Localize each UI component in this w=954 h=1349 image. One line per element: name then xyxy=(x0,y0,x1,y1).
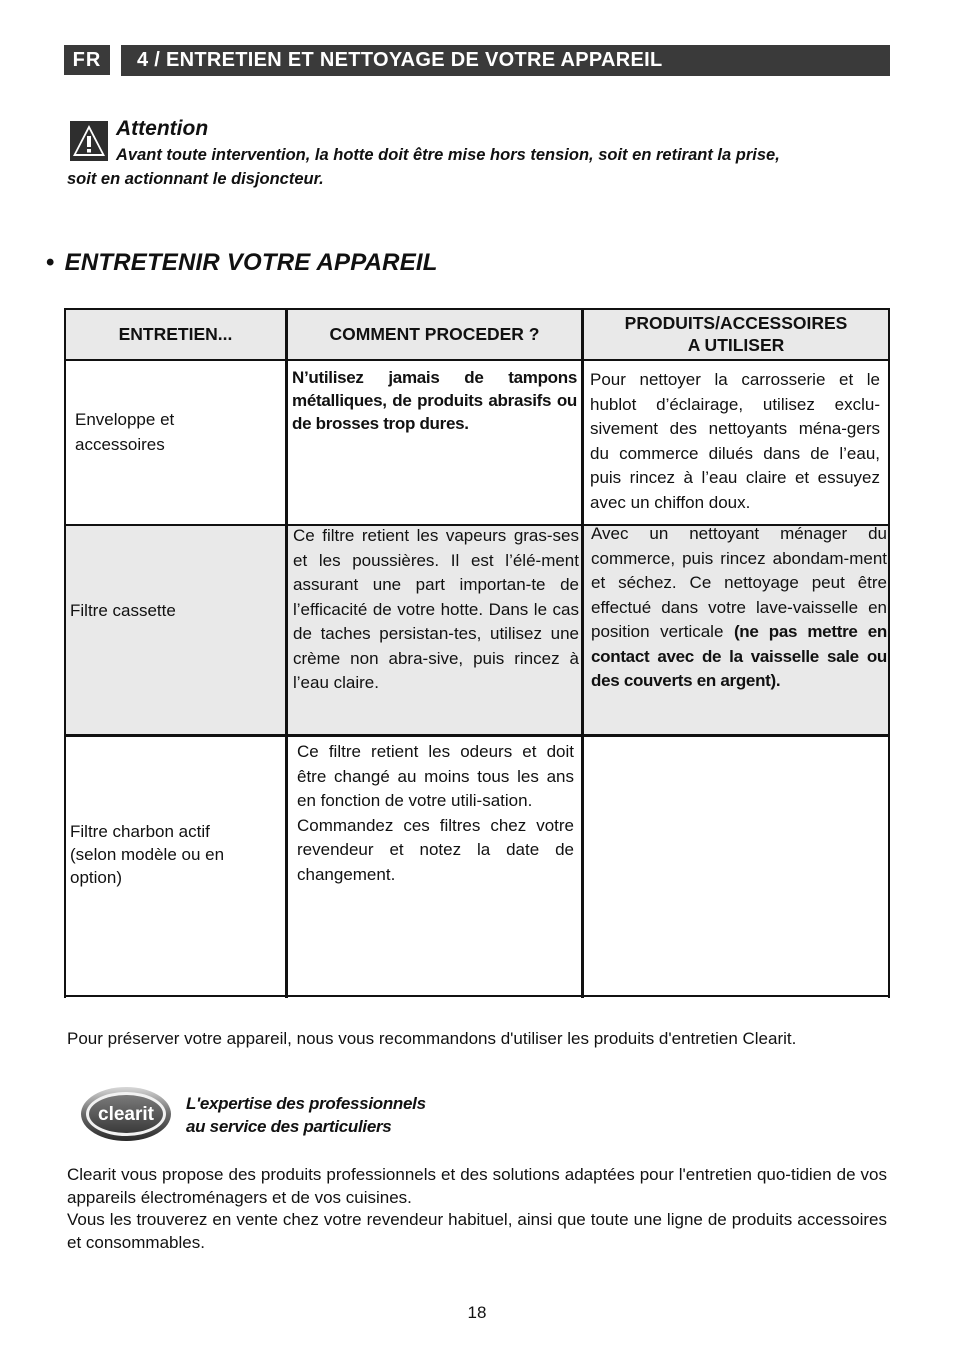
table-rule xyxy=(64,734,890,737)
table-cell-item xyxy=(70,820,280,889)
table-cell-how: Ce filtre retient les vapeurs gras-ses et les poussières. Il est l’élé-ment assurant une part importan-te de l’efficacité de votre hotte. Dans le cas de taches persistan-tes, utilisez une crème non abra-sive, puis rincez à l’eau claire. xyxy=(293,526,579,692)
table-border-right xyxy=(888,308,890,998)
section-header xyxy=(121,45,890,76)
section-title xyxy=(46,249,438,277)
clearit-logo-text: clearit xyxy=(98,1104,154,1125)
table-header-produits-line1: PRODUITS/ACCESSOIRES xyxy=(624,313,848,333)
table-cell-item xyxy=(75,408,280,457)
table-header-comment: COMMENT PROCEDER ? xyxy=(329,324,540,344)
table-rule xyxy=(64,359,890,361)
row1-item-line1: Enveloppe et xyxy=(75,410,175,429)
maintenance-table xyxy=(64,308,890,998)
row3-how-p2: Commandez ces filtres chez votre revendeur et notez la date de changement. xyxy=(297,815,574,884)
attention-title: Attention xyxy=(116,117,209,140)
row3-item-line3: option) xyxy=(70,868,122,887)
row3-item-line1: Filtre charbon actif xyxy=(70,822,210,841)
row2-products-normal: Avec un nettoyant ménager du commerce, puis rincez abondam-ment et séchez. Ce nettoyage peut être effectué dans votre lave-vaisselle en position verticale xyxy=(591,524,887,641)
table-border-top xyxy=(64,308,890,310)
page-number: 18 xyxy=(467,1303,487,1322)
table-cell-products xyxy=(591,522,887,694)
table-border-left xyxy=(64,308,66,998)
attention-text xyxy=(67,143,887,191)
language-badge: FR xyxy=(64,45,110,75)
attention-line-2: soit en actionnant le disjoncteur. xyxy=(67,170,324,188)
section-number: 4 xyxy=(137,49,149,71)
row2-products-bold: (ne pas mettre en contact avec de la vaisselle sale ou des couverts en argent). xyxy=(591,622,887,690)
table-column-rule xyxy=(581,308,584,998)
clearit-paragraph-2: Vous les trouverez en vente chez votre revendeur habituel, ainsi que toute une ligne de produits accessoires et consommables. xyxy=(67,1210,887,1252)
bullet: • xyxy=(46,249,55,276)
table-header-produits xyxy=(584,312,888,356)
table-cell-how: N’utilisez jamais de tampons métalliques, de produits abrasifs ou de brosses trop dures. xyxy=(292,368,577,433)
attention-line-1: Avant toute intervention, la hotte doit être mise hors tension, soit en retirant la prise, xyxy=(116,146,780,164)
clearit-logo xyxy=(80,1086,172,1142)
row3-item-line2: (selon modèle ou en xyxy=(70,845,225,864)
section-header-title: / ENTRETIEN ET NETTOYAGE DE VOTRE APPAREIL xyxy=(148,49,663,71)
table-header-produits-line2: A UTILISER xyxy=(687,335,785,355)
recommend-paragraph: Pour préserver votre appareil, nous vous recommandons d'utiliser les produits d'entretien Clearit. xyxy=(67,1029,797,1048)
table-cell-how xyxy=(297,740,574,887)
tagline-line2: au service des particuliers xyxy=(186,1117,392,1136)
clearit-paragraph-1: Clearit vous propose des produits professionnels et des solutions adaptées pour l'entretien quo-tidien de vos appareils électroménagers et de vos cuisines. xyxy=(67,1165,887,1207)
table-cell-products: Pour nettoyer la carrosserie et le hublot d’éclairage, utilisez exclu-sivement des nettoyants ména-gers du commerce dilués dans de l’eau, puis rincez à l’eau claire et essuyez avec un chiffon doux. xyxy=(590,370,880,512)
table-border-bottom xyxy=(64,995,890,997)
row1-item-line2: accessoires xyxy=(75,434,165,454)
table-cell-item: Filtre cassette xyxy=(70,601,176,620)
clearit-tagline xyxy=(186,1092,426,1138)
section-title-text: ENTRETENIR VOTRE APPAREIL xyxy=(64,249,438,276)
tagline-line1: L'expertise des professionnels xyxy=(186,1094,426,1113)
table-header-entretien: ENTRETIEN... xyxy=(118,324,233,344)
row3-how-p1: Ce filtre retient les odeurs et doit être changé au moins tous les ans en fonction de votre utili-sation. xyxy=(297,742,574,810)
table-column-rule xyxy=(285,308,288,998)
